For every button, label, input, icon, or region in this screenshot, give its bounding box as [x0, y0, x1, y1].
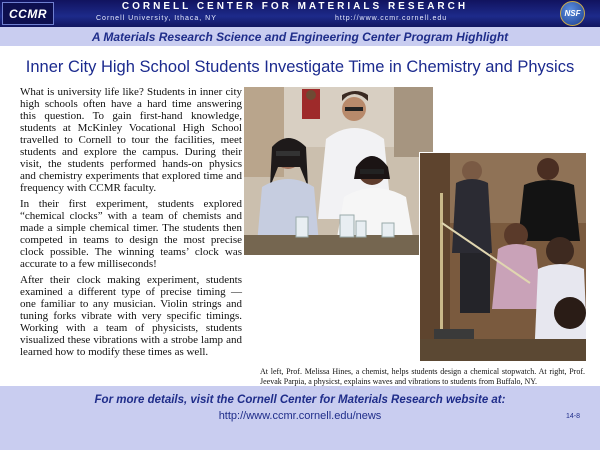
photo-caption: At left, Prof. Melissa Hines, a chemist, helps students design a chemical stopwatch. At right, Prof. Jeevak Parpia, a physicst, explains waves and vibrations to students from Buffalo, NY. — [260, 367, 585, 386]
article-body — [20, 86, 242, 362]
nsf-logo-text: NSF — [564, 9, 581, 18]
footer-band — [0, 386, 600, 450]
program-band — [0, 27, 600, 46]
chemistry-lab-photo — [244, 87, 433, 255]
center-url: http://www.ccmr.cornell.edu — [335, 15, 448, 22]
university-location: Cornell University, Ithaca, NY — [96, 15, 217, 22]
footer-news-link[interactable]: http://www.ccmr.cornell.edu/news — [218, 410, 382, 422]
nsf-logo-icon — [560, 1, 585, 26]
paragraph-1: What is university life like? Students in inner city high schools often have a hard time answering this question. To gain first-hand knowledge, students at McKinley Vocational High School travelled to Cornell to tour the facilities, meet students and explore the campus. During their visit, the students performed hands-on physics and chemistry experiments that explored time and frequency with CCMR faculty. — [20, 86, 242, 194]
ccmr-logo — [2, 2, 54, 25]
page-number: 14-8 — [566, 413, 581, 420]
paragraph-3: After their clock making experiment, students examined a different type of precise timing — one familiar to any musician. Violin strings and tuning forks vibrate with very specific timings. Working with a team of physicists, students visualized these vibrations with a strobe lamp and learned how to modify these times as well. — [20, 274, 242, 358]
ccmr-logo-text: CCMR — [9, 7, 47, 21]
program-highlight-text: A Materials Research Science and Engineering Center Program Highlight — [91, 30, 509, 44]
paragraph-2: In their first experiment, students explored “chemical clocks” with a team of chemists and made a simple chemical timer. The students then competed in teams to design the most precise clock possible. The winning teams’ clock was accurate to a few milliseconds! — [20, 198, 242, 270]
header-banner — [0, 0, 600, 27]
page-title: Inner City High School Students Investigate Time in Chemistry and Physics — [25, 58, 575, 76]
physics-demo-photo — [419, 152, 587, 362]
center-title: CORNELL CENTER FOR MATERIALS RESEARCH — [121, 1, 469, 12]
footer-details-text: For more details, visit the Cornell Center for Materials Research website at: — [94, 394, 506, 406]
